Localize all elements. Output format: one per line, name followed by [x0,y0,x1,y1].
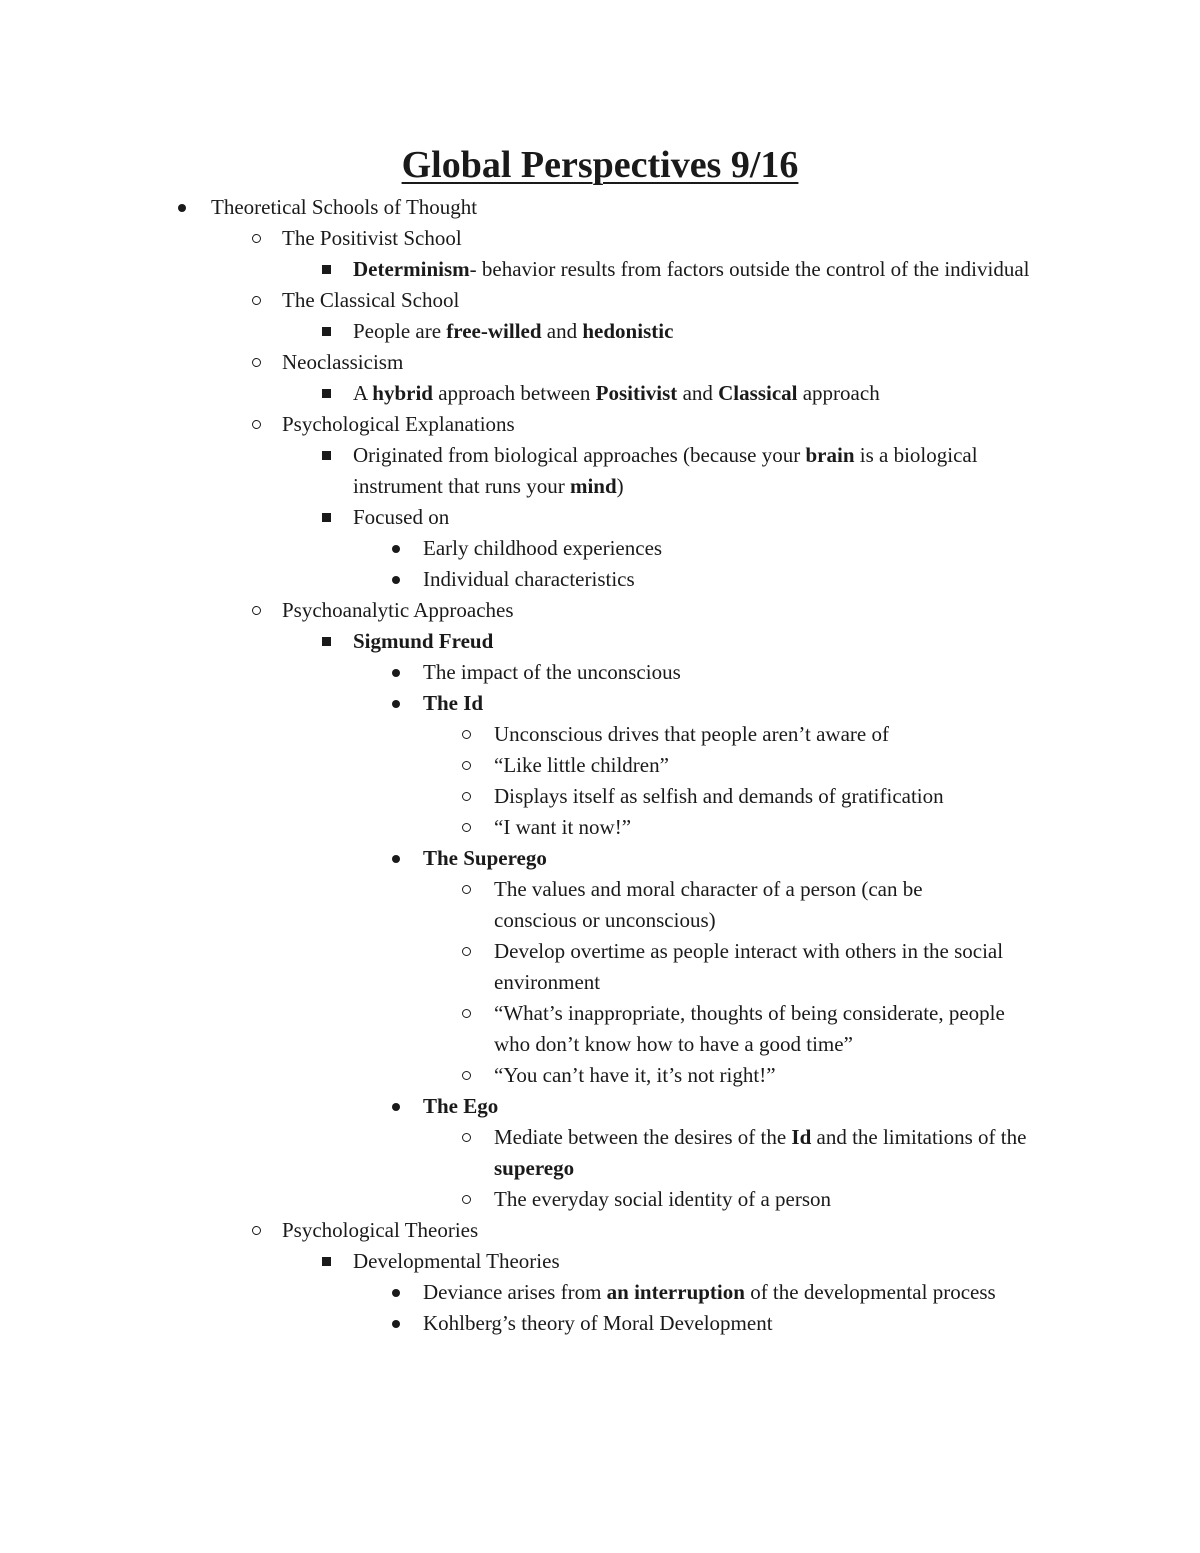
hollow-circle-bullet-icon [246,223,266,254]
hollow-circle-bullet-icon [456,719,476,750]
filled-dot-bullet-icon [386,533,406,564]
filled-dot-bullet-icon [172,192,192,223]
hollow-circle-bullet-icon [456,1184,476,1215]
filled-dot-bullet-icon [386,1277,406,1308]
hollow-circle-bullet-icon [456,781,476,812]
list-item: The impact of the unconscious [0,657,1200,688]
list-item: The Ego [0,1091,1200,1122]
list-item: Focused on [0,502,1200,533]
list-item: Unconscious drives that people aren’t aware of [0,719,1200,750]
hollow-circle-bullet-icon [246,347,266,378]
list-item: Originated from biological approaches (because your brain is a biological instrument that runs your mind) [0,440,1200,502]
hollow-circle-bullet-icon [456,1060,476,1091]
filled-dot-bullet-icon [386,843,406,874]
hollow-circle-bullet-icon [246,409,266,440]
list-item: Individual characteristics [0,564,1200,595]
square-bullet-icon [316,378,336,409]
list-item: Developmental Theories [0,1246,1200,1277]
square-bullet-icon [316,254,336,285]
square-bullet-icon [316,316,336,347]
list-item: Develop overtime as people interact with others in the social environment [0,936,1200,998]
list-item: Determinism- behavior results from factors outside the control of the individual [0,254,1200,285]
list-item: The everyday social identity of a person [0,1184,1200,1215]
filled-dot-bullet-icon [386,657,406,688]
hollow-circle-bullet-icon [456,750,476,781]
list-item: A hybrid approach between Positivist and Classical approach [0,378,1200,409]
notes-outline [0,192,1200,1339]
list-item: “Like little children” [0,750,1200,781]
square-bullet-icon [316,440,336,471]
square-bullet-icon [316,626,336,657]
list-item: The Id [0,688,1200,719]
list-item: Sigmund Freud [0,626,1200,657]
list-item: “You can’t have it, it’s not right!” [0,1060,1200,1091]
hollow-circle-bullet-icon [246,1215,266,1246]
list-item: Psychological Theories [0,1215,1200,1246]
list-item: Psychoanalytic Approaches [0,595,1200,626]
square-bullet-icon [316,502,336,533]
hollow-circle-bullet-icon [456,936,476,967]
hollow-circle-bullet-icon [456,812,476,843]
hollow-circle-bullet-icon [456,998,476,1029]
hollow-circle-bullet-icon [456,874,476,905]
list-item: The Classical School [0,285,1200,316]
list-item: The Positivist School [0,223,1200,254]
page-title: Global Perspectives 9/16 [401,144,799,186]
filled-dot-bullet-icon [386,688,406,719]
list-item: Deviance arises from an interruption of the developmental process [0,1277,1200,1308]
list-item: Kohlberg’s theory of Moral Development [0,1308,1200,1339]
list-item: Neoclassicism [0,347,1200,378]
list-item: Early childhood experiences [0,533,1200,564]
list-item: Mediate between the desires of the Id and the limitations of the superego [0,1122,1200,1184]
list-item: Theoretical Schools of Thought [0,192,1200,223]
hollow-circle-bullet-icon [456,1122,476,1153]
list-item: The Superego [0,843,1200,874]
list-item: Displays itself as selfish and demands of gratification [0,781,1200,812]
filled-dot-bullet-icon [386,1308,406,1339]
square-bullet-icon [316,1246,336,1277]
filled-dot-bullet-icon [386,564,406,595]
list-item: Psychological Explanations [0,409,1200,440]
filled-dot-bullet-icon [386,1091,406,1122]
list-item: “What’s inappropriate, thoughts of being considerate, people who don’t know how to have a good time” [0,998,1200,1060]
list-item: The values and moral character of a person (can be conscious or unconscious) [0,874,1200,936]
hollow-circle-bullet-icon [246,595,266,626]
hollow-circle-bullet-icon [246,285,266,316]
list-item: “I want it now!” [0,812,1200,843]
list-item: People are free-willed and hedonistic [0,316,1200,347]
